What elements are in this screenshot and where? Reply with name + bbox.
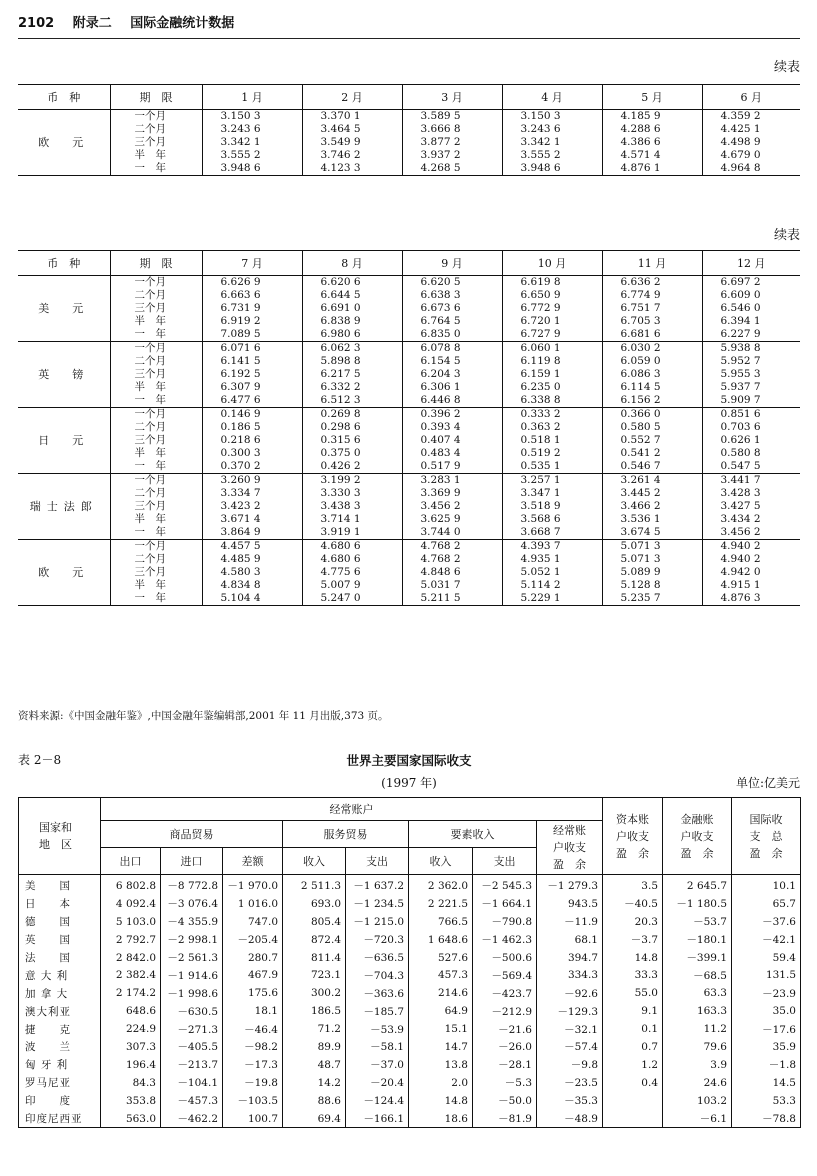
value-cell: 59.4 [732,949,801,967]
value-cell: －17.3 [223,1056,283,1074]
value-cell: 6 802.8 [101,875,161,895]
value-cell: －37.6 [732,913,801,931]
value-cell: 84.3 [101,1074,161,1092]
value-cell: －81.9 [473,1110,537,1128]
period-cell: 一个月 二个月 三个月 半 年 一 年 [110,110,202,176]
value-cell: －423.7 [473,984,537,1002]
country-cell: 印度尼西亚 [19,1110,101,1128]
value-cell: 69.4 [283,1110,346,1128]
table-row [19,1074,801,1092]
value-cell: 353.8 [101,1092,161,1110]
country-cell: 印 度 [19,1092,101,1110]
value-cell: 648.6 [101,1002,161,1020]
overall-balance-header: 国际收 支 总 盈 余 [732,798,801,875]
value-cell: －50.0 [473,1092,537,1110]
rate-cell: 6.060 1 6.119 8 6.159 1 6.235 0 6.338 8 [502,342,602,408]
page-header [18,12,800,39]
value-cell: －213.7 [161,1056,223,1074]
value-cell: 175.6 [223,984,283,1002]
continued-label-2: 续表 [773,228,800,243]
value-cell: 805.4 [283,913,346,931]
column-header: 11 月 [602,251,702,276]
subcolumn-header: 收入 [409,848,473,875]
column-header: 12 月 [702,251,800,276]
column-header: 币 种 [18,251,110,276]
value-cell: 131.5 [732,966,801,984]
value-cell: －48.9 [537,1110,603,1128]
table-row [19,1002,801,1020]
continued-label-1: 续表 [773,60,800,75]
value-cell: －40.5 [603,895,663,913]
bop-table-wrapper [18,797,801,1128]
column-header: 7 月 [202,251,302,276]
value-cell: －569.4 [473,966,537,984]
financial-account-header: 金融账 户收支 盈 余 [663,798,732,875]
rate-table-jan-jun [18,84,800,176]
rate-table-2 [18,250,800,606]
rate-cell: 6.636 2 6.774 9 6.751 7 6.705 3 6.681 6 [602,276,702,342]
rate-cell: 4.680 6 4.680 6 4.775 6 5.007 9 5.247 0 [302,540,402,606]
value-cell: 3.9 [663,1056,732,1074]
value-cell: －124.4 [346,1092,409,1110]
value-cell: 2 511.3 [283,875,346,895]
rate-cell: 0.851 6 0.703 6 0.626 1 0.580 8 0.547 5 [702,408,800,474]
value-cell: －26.0 [473,1038,537,1056]
column-header: 4 月 [502,85,602,110]
value-cell: 693.0 [283,895,346,913]
column-header: 币 种 [18,85,110,110]
current-account-header: 经常账户 [101,798,603,821]
value-cell: 307.3 [101,1038,161,1056]
value-cell: －166.1 [346,1110,409,1128]
currency-label: 日 元 [18,408,110,474]
column-header: 1 月 [202,85,302,110]
value-cell: －1 279.3 [537,875,603,895]
value-cell: －704.3 [346,966,409,984]
table-title: 世界主要国家国际收支 [346,753,472,768]
value-cell: －1 664.1 [473,895,537,913]
value-cell: 811.4 [283,949,346,967]
rate-cell: 4.393 7 4.935 1 5.052 1 5.114 2 5.229 1 [502,540,602,606]
goods-trade-header: 商品贸易 [101,821,283,848]
period-cell: 一个月 二个月 三个月 半 年 一 年 [110,540,202,606]
currency-label: 欧 元 [18,110,110,176]
table-row [19,1020,801,1038]
table-row [19,913,801,931]
value-cell: 457.3 [409,966,473,984]
rate-cell: 0.366 0 0.580 5 0.552 7 0.541 2 0.546 7 [602,408,702,474]
value-cell: －630.5 [161,1002,223,1020]
column-header: 2 月 [302,85,402,110]
table-row [19,949,801,967]
column-header: 3 月 [402,85,502,110]
value-cell: －457.3 [161,1092,223,1110]
value-cell: 14.7 [409,1038,473,1056]
value-cell: 214.6 [409,984,473,1002]
value-cell: 79.6 [663,1038,732,1056]
table-row [19,875,801,895]
value-cell [603,1092,663,1110]
rate-cell: 4.768 2 4.768 2 4.848 6 5.031 7 5.211 5 [402,540,502,606]
value-cell: 14.8 [409,1092,473,1110]
value-cell: 2 221.5 [409,895,473,913]
value-cell: －185.7 [346,1002,409,1020]
rate-cell: 3.199 2 3.330 3 3.438 3 3.714 1 3.919 1 [302,474,402,540]
rate-cell: 5.938 8 5.952 7 5.955 3 5.937 7 5.909 7 [702,342,800,408]
rate-cell: 3.260 9 3.334 7 3.423 2 3.671 4 3.864 9 [202,474,302,540]
rate-cell: 0.269 8 0.298 6 0.315 6 0.375 0 0.426 2 [302,408,402,474]
value-cell: 943.5 [537,895,603,913]
value-cell: －1 462.3 [473,931,537,949]
table-row [18,110,800,176]
value-cell: 65.7 [732,895,801,913]
table-unit: 单位:亿美元 [735,776,800,790]
value-cell: 2 792.7 [101,931,161,949]
rate-cell: 3.150 3 3.243 6 3.342 1 3.555 2 3.948 6 [502,110,602,176]
column-header: 5 月 [602,85,702,110]
country-cell: 加 拿 大 [19,984,101,1002]
value-cell: 53.3 [732,1092,801,1110]
value-cell: －3.7 [603,931,663,949]
value-cell: 2 362.0 [409,875,473,895]
rate-cell: 6.030 2 6.059 0 6.086 3 6.114 5 6.156 2 [602,342,702,408]
column-header: 9 月 [402,251,502,276]
value-cell: 1 648.6 [409,931,473,949]
value-cell: 0.4 [603,1074,663,1092]
value-cell: －1 215.0 [346,913,409,931]
table-subtitle: (1997 年) [381,776,437,790]
value-cell: 2.0 [409,1074,473,1092]
value-cell: －1 970.0 [223,875,283,895]
value-cell: 33.3 [603,966,663,984]
value-cell: －78.8 [732,1110,801,1128]
value-cell: 467.9 [223,966,283,984]
country-cell: 意 大 利 [19,966,101,984]
value-cell: 394.7 [537,949,603,967]
value-cell: 18.6 [409,1110,473,1128]
value-cell: 1 016.0 [223,895,283,913]
value-cell: 10.1 [732,875,801,895]
value-cell: －35.3 [537,1092,603,1110]
value-cell: 13.8 [409,1056,473,1074]
country-header: 国家和 地 区 [19,798,101,875]
value-cell: 20.3 [603,913,663,931]
rate-cell: 0.146 9 0.186 5 0.218 6 0.300 3 0.370 2 [202,408,302,474]
column-header: 8 月 [302,251,402,276]
value-cell: －363.6 [346,984,409,1002]
table-row [19,1056,801,1074]
value-cell: －1 637.2 [346,875,409,895]
value-cell: －1.8 [732,1056,801,1074]
table-row [18,474,800,540]
value-cell: 15.1 [409,1020,473,1038]
rate-table-jul-dec [18,250,800,606]
value-cell: 64.9 [409,1002,473,1020]
country-cell: 匈 牙 利 [19,1056,101,1074]
rate-cell: 3.370 1 3.464 5 3.549 9 3.746 2 4.123 3 [302,110,402,176]
value-cell: 196.4 [101,1056,161,1074]
header-title: 国际金融统计数据 [130,16,235,31]
value-cell: －1 998.6 [161,984,223,1002]
table-row [18,540,800,606]
rate-cell: 4.457 5 4.485 9 4.580 3 4.834 8 5.104 4 [202,540,302,606]
value-cell: 35.9 [732,1038,801,1056]
value-cell: －129.3 [537,1002,603,1020]
page-number: 2102 [18,16,55,31]
value-cell: 68.1 [537,931,603,949]
column-header: 期 限 [110,85,202,110]
value-cell: 11.2 [663,1020,732,1038]
value-cell: －790.8 [473,913,537,931]
value-cell: －399.1 [663,949,732,967]
rate-cell: 5.071 3 5.071 3 5.089 9 5.128 8 5.235 7 [602,540,702,606]
column-header: 期 限 [110,251,202,276]
section-label: 附录二 [72,16,112,31]
rate-cell: 0.333 2 0.363 2 0.518 1 0.519 2 0.535 1 [502,408,602,474]
value-cell: 100.7 [223,1110,283,1128]
value-cell: 2 645.7 [663,875,732,895]
capital-account-header: 资本账 户收支 盈 余 [603,798,663,875]
currency-label: 美 元 [18,276,110,342]
value-cell: 300.2 [283,984,346,1002]
value-cell: －500.6 [473,949,537,967]
rate-cell: 6.620 6 6.644 5 6.691 0 6.838 9 6.980 6 [302,276,402,342]
country-cell: 美 国 [19,875,101,895]
country-cell: 澳大利亚 [19,1002,101,1020]
value-cell: 9.1 [603,1002,663,1020]
value-cell: 0.7 [603,1038,663,1056]
value-cell: －2 998.1 [161,931,223,949]
currency-label: 英 镑 [18,342,110,408]
table-row [18,342,800,408]
value-cell: －103.5 [223,1092,283,1110]
value-cell: －21.6 [473,1020,537,1038]
value-cell: －98.2 [223,1038,283,1056]
table-row [19,966,801,984]
value-cell: －205.4 [223,931,283,949]
period-cell: 一个月 二个月 三个月 半 年 一 年 [110,342,202,408]
column-header: 6 月 [702,85,800,110]
value-cell: －1 180.5 [663,895,732,913]
value-cell: －636.5 [346,949,409,967]
value-cell: －8 772.8 [161,875,223,895]
rate-cell: 6.626 9 6.663 6 6.731 9 6.919 2 7.089 5 [202,276,302,342]
value-cell: －46.4 [223,1020,283,1038]
value-cell: －6.1 [663,1110,732,1128]
value-cell: 2 842.0 [101,949,161,967]
value-cell: 89.9 [283,1038,346,1056]
value-cell: 48.7 [283,1056,346,1074]
factor-income-header: 要素收入 [409,821,537,848]
value-cell: －23.5 [537,1074,603,1092]
value-cell: －92.6 [537,984,603,1002]
table-number: 表 2－8 [18,753,62,767]
value-cell: －3 076.4 [161,895,223,913]
period-cell: 一个月 二个月 三个月 半 年 一 年 [110,276,202,342]
value-cell: 55.0 [603,984,663,1002]
value-cell: －11.9 [537,913,603,931]
currency-label: 瑞士法郎 [18,474,110,540]
rate-cell: 0.396 2 0.393 4 0.407 4 0.483 4 0.517 9 [402,408,502,474]
country-cell: 波 兰 [19,1038,101,1056]
value-cell: －17.6 [732,1020,801,1038]
value-cell: －28.1 [473,1056,537,1074]
country-cell: 日 本 [19,895,101,913]
value-cell: －2 561.3 [161,949,223,967]
value-cell: 4 092.4 [101,895,161,913]
bop-table [18,797,801,1128]
value-cell: 723.1 [283,966,346,984]
rate-cell: 4.940 2 4.940 2 4.942 0 4.915 1 4.876 3 [702,540,800,606]
table-row [19,984,801,1002]
value-cell: 224.9 [101,1020,161,1038]
rate-cell: 4.185 9 4.288 6 4.386 6 4.571 4 4.876 1 [602,110,702,176]
value-cell: 14.2 [283,1074,346,1092]
table-row [19,1110,801,1128]
value-cell: 103.2 [663,1092,732,1110]
value-cell: 563.0 [101,1110,161,1128]
current-account-balance-header: 经常账 户收支 盈 余 [537,821,603,875]
country-cell: 罗马尼亚 [19,1074,101,1092]
value-cell: 35.0 [732,1002,801,1020]
rate-cell: 3.283 1 3.369 9 3.456 2 3.625 9 3.744 0 [402,474,502,540]
value-cell: －58.1 [346,1038,409,1056]
value-cell: －1 914.6 [161,966,223,984]
value-cell: －180.1 [663,931,732,949]
value-cell: －19.8 [223,1074,283,1092]
value-cell: －1 234.5 [346,895,409,913]
country-cell: 法 国 [19,949,101,967]
value-cell: 2 382.4 [101,966,161,984]
country-cell: 英 国 [19,931,101,949]
value-cell: －42.1 [732,931,801,949]
value-cell: －5.3 [473,1074,537,1092]
subcolumn-header: 进口 [161,848,223,875]
value-cell: －53.9 [346,1020,409,1038]
table-row [19,895,801,913]
subcolumn-header: 出口 [101,848,161,875]
source-note: 资料来源:《中国金融年鉴》,中国金融年鉴编辑部,2001 年 11 月出版,373 页。 [18,710,389,722]
value-cell: 88.6 [283,1092,346,1110]
value-cell: 63.3 [663,984,732,1002]
period-cell: 一个月 二个月 三个月 半 年 一 年 [110,474,202,540]
currency-label: 欧 元 [18,540,110,606]
table-row [19,931,801,949]
table-row [18,276,800,342]
rate-cell: 6.620 5 6.638 3 6.673 6 6.764 5 6.835 0 [402,276,502,342]
subcolumn-header: 差额 [223,848,283,875]
value-cell: 24.6 [663,1074,732,1092]
rate-cell: 3.589 5 3.666 8 3.877 2 3.937 2 4.268 5 [402,110,502,176]
value-cell: －104.1 [161,1074,223,1092]
value-cell: 2 174.2 [101,984,161,1002]
value-cell: 5 103.0 [101,913,161,931]
value-cell: －57.4 [537,1038,603,1056]
country-cell: 德 国 [19,913,101,931]
table-row [19,1038,801,1056]
value-cell: －68.5 [663,966,732,984]
value-cell: 18.1 [223,1002,283,1020]
value-cell: 3.5 [603,875,663,895]
table-row [18,408,800,474]
rate-cell: 6.062 3 5.898 8 6.217 5 6.332 2 6.512 3 [302,342,402,408]
rate-cell: 3.257 1 3.347 1 3.518 9 3.568 6 3.668 7 [502,474,602,540]
value-cell: 186.5 [283,1002,346,1020]
rate-cell: 6.619 8 6.650 9 6.772 9 6.720 1 6.727 9 [502,276,602,342]
value-cell: －212.9 [473,1002,537,1020]
rate-table-1 [18,84,800,176]
value-cell: 872.4 [283,931,346,949]
table-row [19,1092,801,1110]
value-cell: －720.3 [346,931,409,949]
value-cell: －271.3 [161,1020,223,1038]
value-cell: －2 545.3 [473,875,537,895]
value-cell: －23.9 [732,984,801,1002]
value-cell: 14.8 [603,949,663,967]
value-cell: 71.2 [283,1020,346,1038]
rate-cell: 6.697 2 6.609 0 6.546 0 6.394 1 6.227 9 [702,276,800,342]
rate-cell: 3.441 7 3.428 3 3.427 5 3.434 2 3.456 2 [702,474,800,540]
value-cell: －53.7 [663,913,732,931]
value-cell: －20.4 [346,1074,409,1092]
value-cell: 280.7 [223,949,283,967]
column-header: 10 月 [502,251,602,276]
value-cell: －37.0 [346,1056,409,1074]
value-cell: 334.3 [537,966,603,984]
value-cell: －9.8 [537,1056,603,1074]
value-cell: 163.3 [663,1002,732,1020]
value-cell: 14.5 [732,1074,801,1092]
services-trade-header: 服务贸易 [283,821,409,848]
value-cell: －405.5 [161,1038,223,1056]
subcolumn-header: 收入 [283,848,346,875]
value-cell: －32.1 [537,1020,603,1038]
rate-cell: 6.078 8 6.154 5 6.204 3 6.306 1 6.446 8 [402,342,502,408]
country-cell: 捷 克 [19,1020,101,1038]
rate-cell: 6.071 6 6.141 5 6.192 5 6.307 9 6.477 6 [202,342,302,408]
rate-cell: 3.150 3 3.243 6 3.342 1 3.555 2 3.948 6 [202,110,302,176]
value-cell: 1.2 [603,1056,663,1074]
value-cell: 0.1 [603,1020,663,1038]
value-cell: 747.0 [223,913,283,931]
value-cell: －462.2 [161,1110,223,1128]
rate-cell: 4.359 2 4.425 1 4.498 9 4.679 0 4.964 8 [702,110,800,176]
value-cell: 527.6 [409,949,473,967]
rate-cell: 3.261 4 3.445 2 3.466 2 3.536 1 3.674 5 [602,474,702,540]
subcolumn-header: 支出 [346,848,409,875]
value-cell: 766.5 [409,913,473,931]
period-cell: 一个月 二个月 三个月 半 年 一 年 [110,408,202,474]
subcolumn-header: 支出 [473,848,537,875]
value-cell: －4 355.9 [161,913,223,931]
value-cell [603,1110,663,1128]
